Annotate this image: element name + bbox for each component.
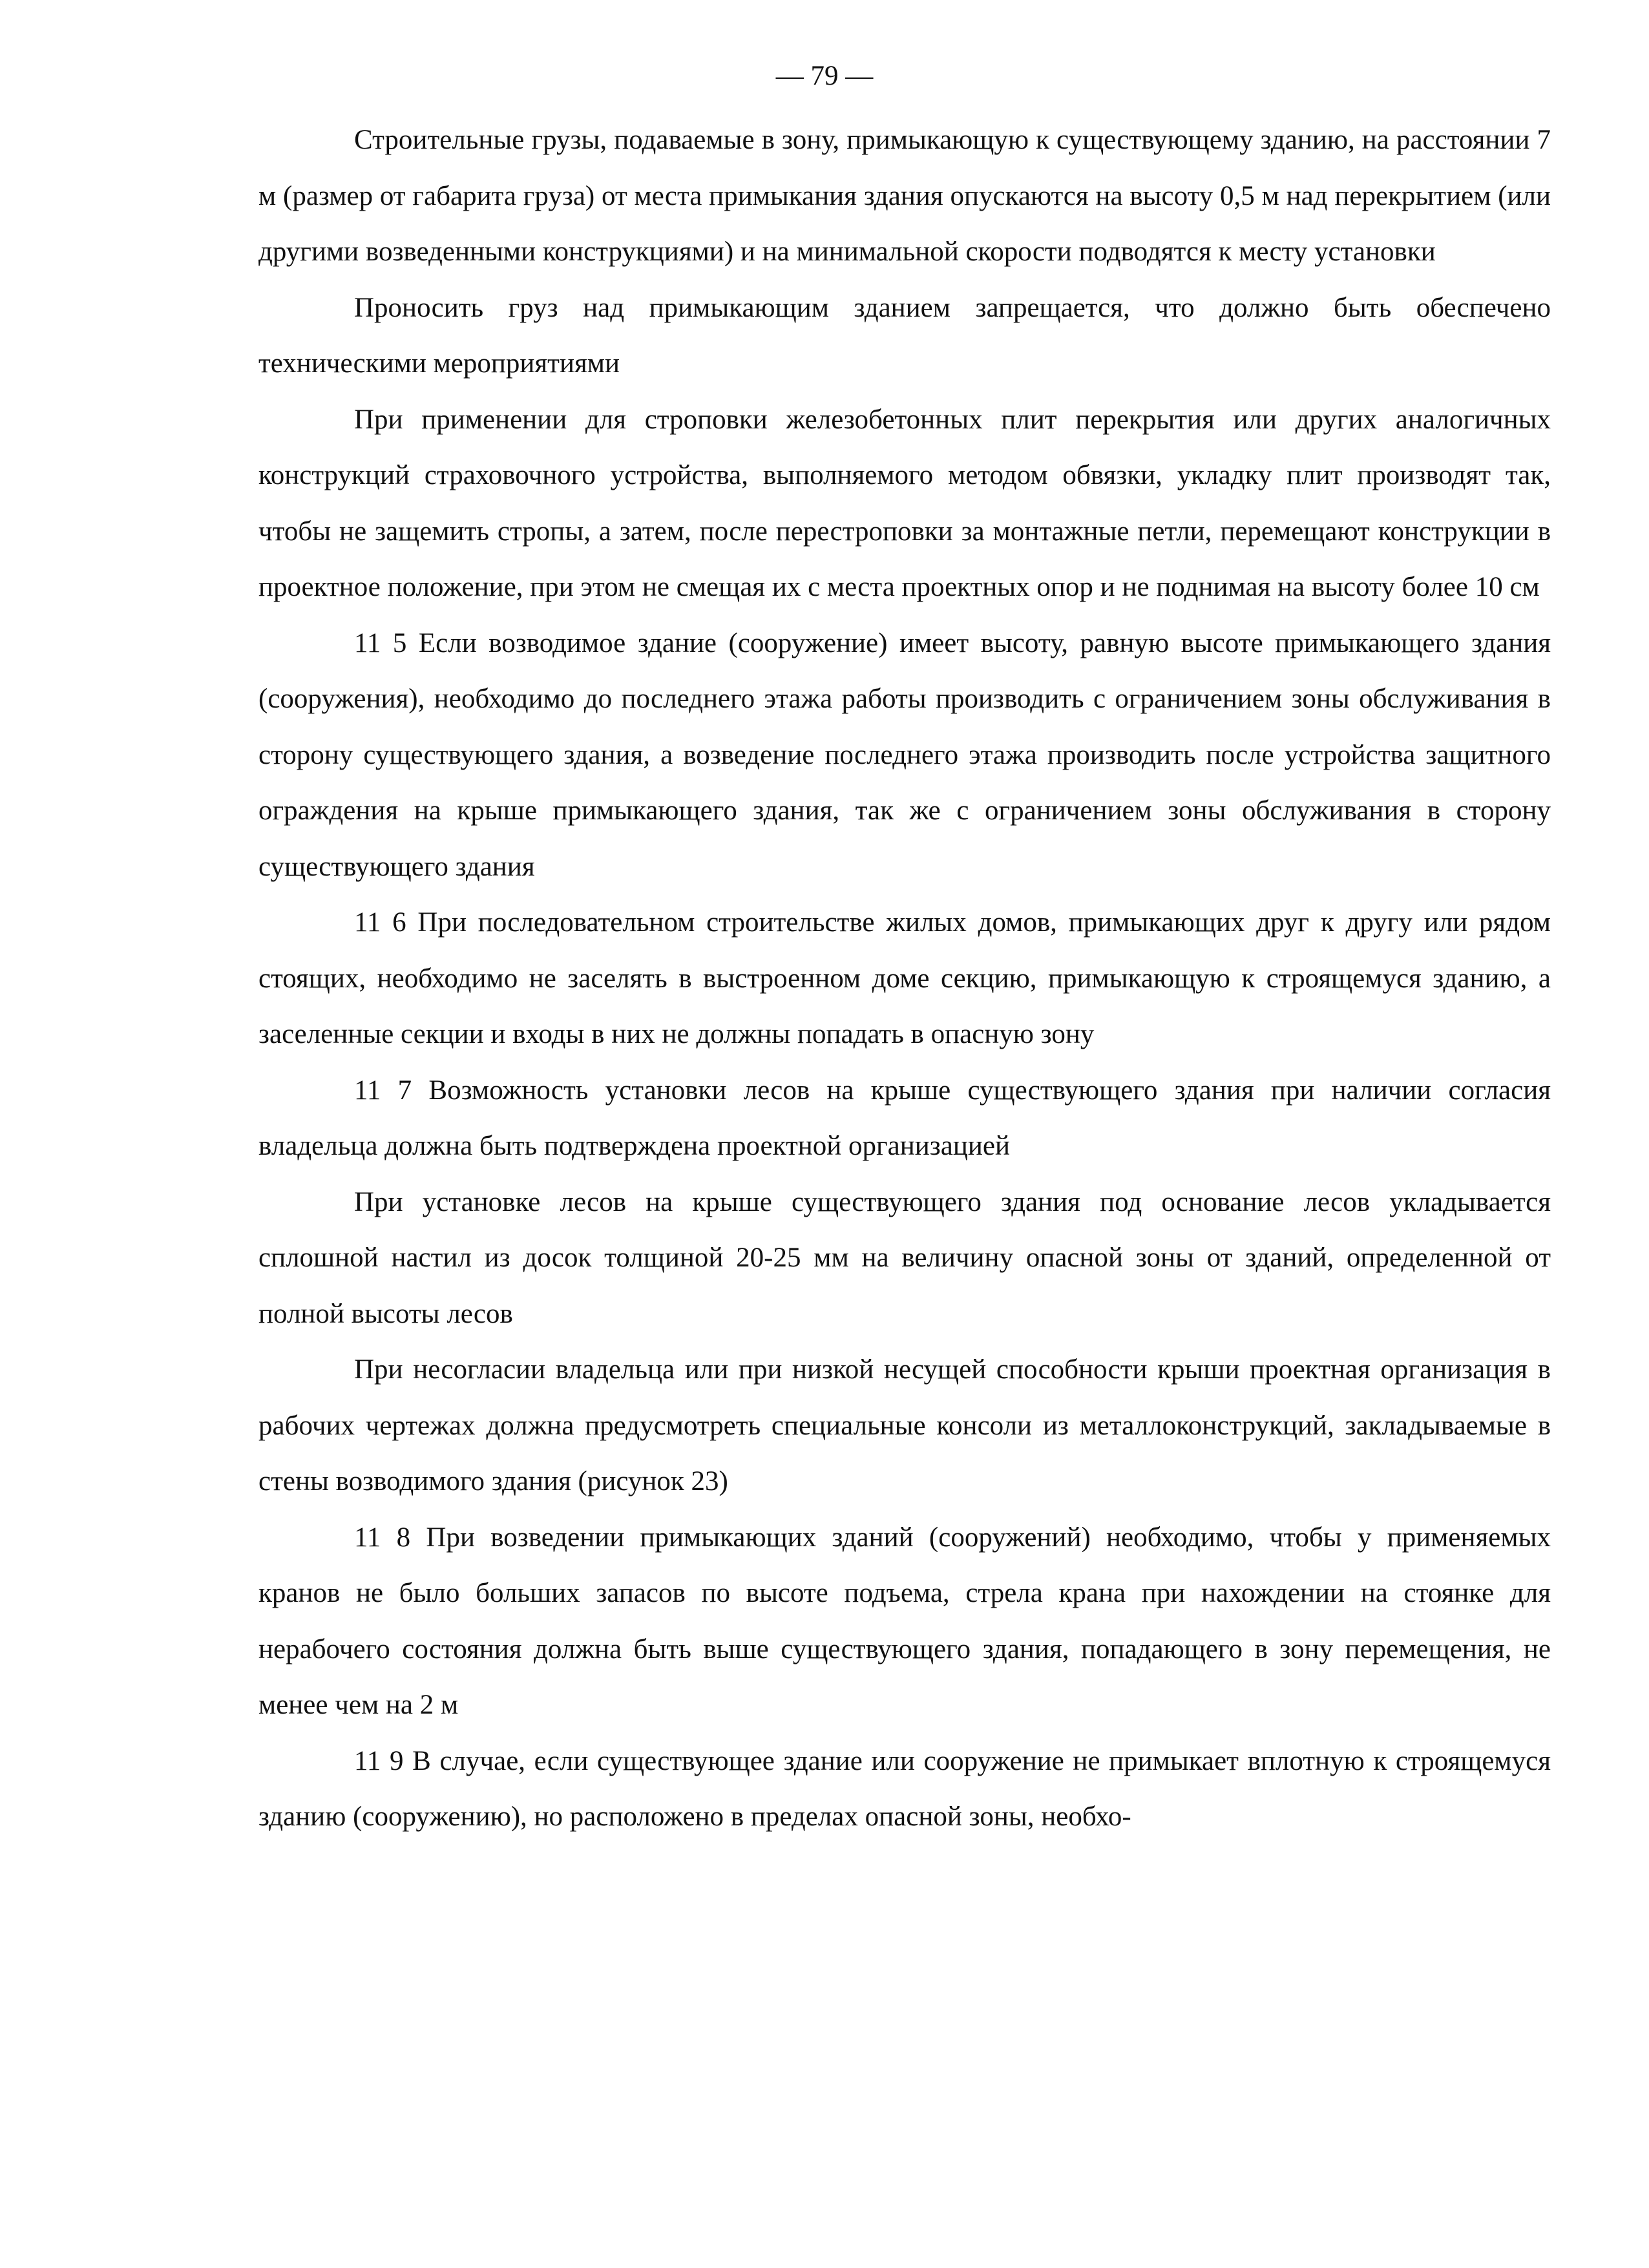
paragraph-slab-slinging: При применении для строповки железобетонных плит перекрытия или других аналогичных конструкций страховочного устройства, выполняемого методом обвязки, укладку плит производят так, чтобы не защемить стропы, а затем, после перестроповки за монтажные петли, перемещают конструкции в проектное положение, при этом не смещая их с места проектных опор и не поднимая на высоту более 10 см — [258, 404, 1551, 602]
paragraph-11-7: 11 7 Возможность установки лесов на крыше существующего здания при наличии согласия владельца должна быть подтверждена проектной организацией — [258, 1075, 1551, 1161]
paragraph-11-8: 11 8 При возведении примыкающих зданий (сооружений) необходимо, чтобы у применяемых кранов не было больших запасов по высоте подъема, стрела крана при нахождении на стоянке для нерабочего состояния должна быть выше существующего здания, попадающего в зону перемещения, не менее чем на 2 м — [258, 1522, 1551, 1720]
paragraph-11-5: 11 5 Если возводимое здание (сооружение) имеет высоту, равную высоте примыкающего здания (сооружения), необходимо до последнего этажа работы производить с ограничением зоны обслуживания в сторону существующего здания, а возведение последнего этажа производить после устройства защитного ограждения на крыше примыкающего здания, так же с ограничением зоны обслуживания в сторону существующего здания — [258, 627, 1551, 882]
paragraph-cargo-lowering: Строительные грузы, подаваемые в зону, примыкающую к существующему зданию, на расстоянии 7 м (размер от габарита груза) от места примыкания здания опускаются на высоту 0,5 м над перекрытием (или другими возведенными конструкциями) и на минимальной скорости подводятся к месту установки — [258, 125, 1551, 267]
body-text — [258, 112, 1551, 1845]
paragraph-scaffold-decking: При установке лесов на крыше существующего здания под основание лесов укладывается сплошной настил из досок толщиной 20-25 мм на величину опасной зоны от зданий, определенной от полной высоты лесов — [258, 1186, 1551, 1329]
paragraph-owner-disagreement: При несогласии владельца или при низкой несущей способности крыши проектная организация в рабочих чертежах должна предусмотреть специальные консоли из металлоконструкций, закладываемые в стены возводимого здания (рисунок 23) — [258, 1354, 1551, 1496]
page-number: — 79 — — [775, 61, 874, 91]
paragraph-11-6: 11 6 При последовательном строительстве жилых домов, примыкающих друг к другу или рядом стоящих, необходимо не заселять в выстроенном доме секцию, примыкающую к строящемуся зданию, а заселенные секции и входы в них не должны попадать в опасную зону — [258, 907, 1551, 1049]
paragraph-11-9: 11 9 В случае, если существующее здание или сооружение не примыкает вплотную к строящемуся зданию (сооружению), но расположено в пределах опасной зоны, необхо- — [258, 1745, 1551, 1832]
paragraph-cargo-prohibition: Проносить груз над примыкающим зданием запрещается, что должно быть обеспечено техническими мероприятиями — [258, 292, 1551, 379]
